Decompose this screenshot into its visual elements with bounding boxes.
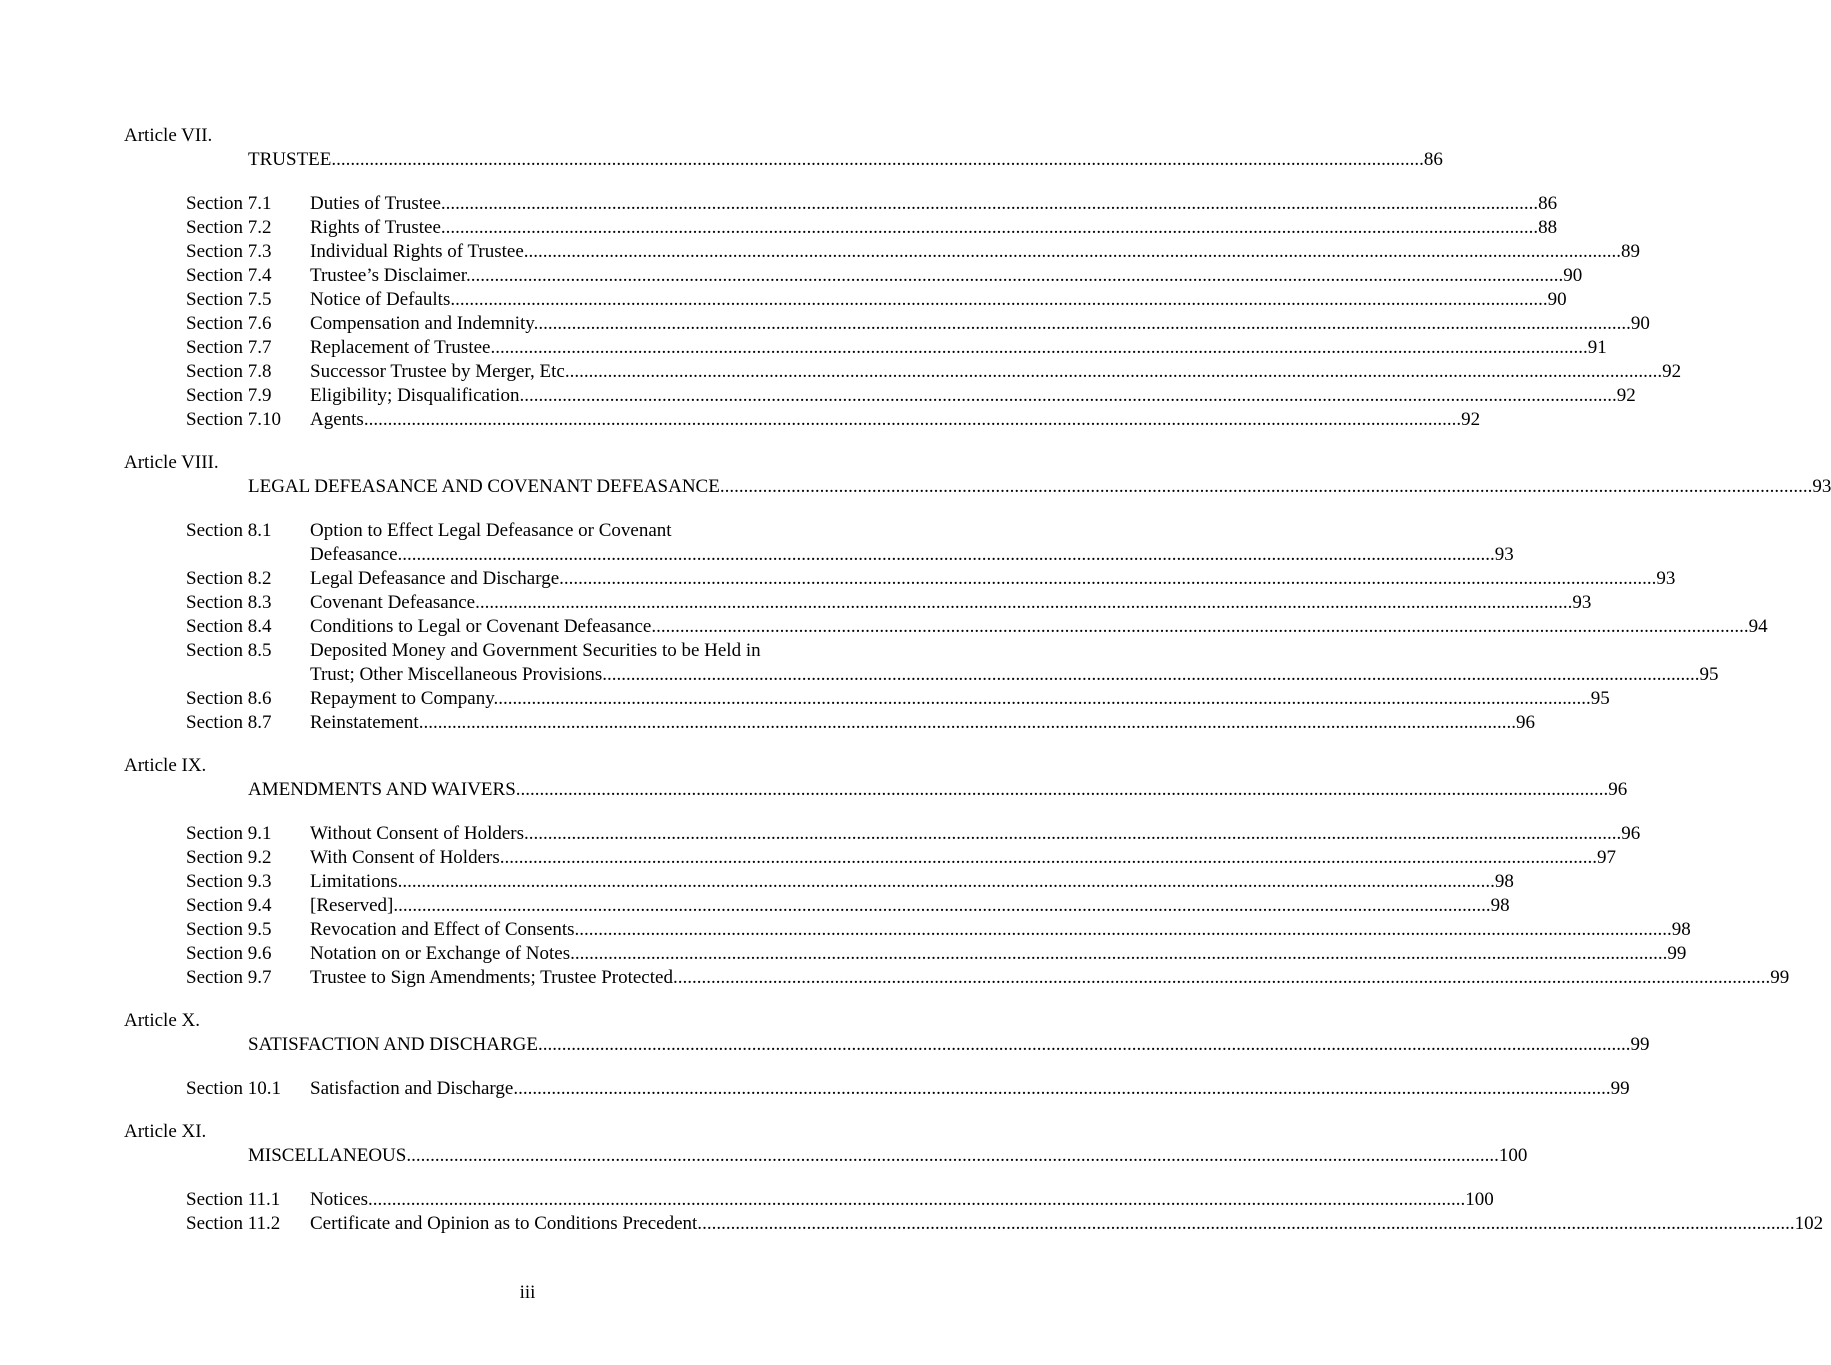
toc-article: [124, 754, 1790, 990]
section-title-line: [310, 1212, 1823, 1236]
section-title: Deposited Money and Government Securities to be Held in: [310, 640, 761, 661]
article-title: AMENDMENTS AND WAIVERS: [248, 779, 516, 800]
section-title-line: [310, 966, 1789, 990]
dot-leader: [538, 312, 1631, 336]
section-title: Trust; Other Miscellaneous Provisions.: [310, 664, 607, 685]
section-title: Limitations.: [310, 871, 403, 892]
section-page-number: 89: [1621, 241, 1641, 262]
section-number: Section 8.7: [186, 712, 272, 733]
section-title: With Consent of Holders.: [310, 847, 505, 868]
section-title-line: [310, 663, 1718, 687]
section-number: Section 7.2: [186, 217, 272, 238]
section-title-line: [310, 711, 1535, 735]
dot-leader: [369, 408, 1462, 432]
section-title-block: [310, 918, 1691, 942]
dot-leader: [331, 148, 1424, 172]
section-title-line: [310, 615, 1768, 639]
section-title: Replacement of Trustee.: [310, 337, 496, 358]
section-title-line: [310, 567, 1675, 591]
dot-leader: [720, 475, 1813, 499]
dot-leader: [516, 778, 1609, 802]
section-entry[interactable]: [124, 639, 1719, 687]
dot-leader: [505, 846, 1598, 870]
section-number: Section 9.1: [186, 823, 272, 844]
section-title-block: [310, 639, 1718, 687]
section-page-number: 90: [1547, 289, 1567, 310]
dot-leader: [570, 360, 1663, 384]
section-title-line: [310, 543, 1514, 567]
section-title: Successor Trustee by Merger, Etc.: [310, 361, 570, 382]
section-title-line: [310, 870, 1514, 894]
section-entry[interactable]: [124, 687, 1610, 711]
section-page-number: 99: [1610, 1078, 1630, 1099]
section-title: Individual Rights of Trustee.: [310, 241, 529, 262]
article-title: MISCELLANEOUS: [248, 1145, 407, 1166]
section-title: Compensation and Indemnity.: [310, 313, 539, 334]
section-number: Section 7.3: [186, 241, 272, 262]
section-title-line: [310, 918, 1691, 942]
article-title-entry[interactable]: [124, 778, 1628, 802]
article-title-entry[interactable]: [124, 1144, 1528, 1168]
section-page-number: 91: [1587, 337, 1607, 358]
section-entry[interactable]: [124, 822, 1641, 846]
section-title-block: [310, 312, 1650, 336]
section-entry[interactable]: [124, 264, 1583, 288]
dot-leader: [607, 663, 1700, 687]
section-entry[interactable]: [124, 408, 1481, 432]
section-title: Certificate and Opinion as to Conditions Precedent.: [310, 1213, 703, 1234]
dot-leader: [480, 591, 1573, 615]
section-number: Section 9.2: [186, 847, 272, 868]
section-page-number: 94: [1748, 616, 1768, 637]
section-title-line: [310, 360, 1681, 384]
section-page-number: 93: [1656, 568, 1676, 589]
section-title-block: [310, 687, 1610, 711]
toc-article: [124, 1120, 1824, 1236]
section-number: Section 7.6: [186, 313, 272, 334]
article-title: TRUSTEE: [248, 149, 332, 170]
section-page-number: 90: [1563, 265, 1583, 286]
article-page-number: 100: [1498, 1145, 1528, 1166]
section-title-block: [310, 1212, 1823, 1236]
section-number: Section 8.4: [186, 616, 272, 637]
section-page-number: 88: [1538, 217, 1558, 238]
dot-leader: [538, 1033, 1631, 1057]
section-entry[interactable]: [124, 192, 1558, 216]
article-title-entry[interactable]: [124, 1033, 1650, 1057]
article-page-number: 93: [1812, 476, 1831, 497]
section-number: Section 9.5: [186, 919, 272, 940]
section-title: Notation on or Exchange of Notes.: [310, 943, 575, 964]
section-title: Repayment to Company.: [310, 688, 499, 709]
section-title-line: [310, 336, 1607, 360]
section-number: Section 9.4: [186, 895, 272, 916]
page-number: iii: [519, 1282, 536, 1303]
section-entry[interactable]: [124, 894, 1510, 918]
section-number: Section 7.9: [186, 385, 272, 406]
section-entry[interactable]: [124, 519, 1514, 567]
section-title-block: [310, 894, 1510, 918]
section-entry[interactable]: [124, 288, 1567, 312]
section-page-number: 98: [1494, 871, 1514, 892]
section-title-block: [310, 870, 1514, 894]
section-title-block: [310, 966, 1789, 990]
section-entry[interactable]: [124, 942, 1687, 966]
dot-leader: [455, 288, 1548, 312]
section-number: Section 9.3: [186, 871, 272, 892]
dot-leader: [495, 336, 1588, 360]
dot-leader: [529, 240, 1622, 264]
dot-leader: [564, 567, 1657, 591]
section-entry[interactable]: [124, 360, 1682, 384]
article-label: Article VIII.: [124, 452, 219, 473]
section-title-line: [310, 591, 1591, 615]
section-title-line: [310, 216, 1557, 240]
section-page-number: 98: [1490, 895, 1510, 916]
section-title-line: [310, 192, 1557, 216]
section-title: Reinstatement.: [310, 712, 424, 733]
section-title-block: [310, 591, 1591, 615]
section-number: Section 8.2: [186, 568, 272, 589]
section-title-block: [310, 1188, 1494, 1212]
section-title: Duties of Trustee.: [310, 193, 446, 214]
section-number: Section 7.1: [186, 193, 272, 214]
section-title-block: [310, 822, 1640, 846]
section-title: Trustee to Sign Amendments; Trustee Protected.: [310, 967, 678, 988]
section-title: Notice of Defaults.: [310, 289, 456, 310]
section-title-block: [310, 288, 1567, 312]
section-number: Section 8.5: [186, 640, 272, 661]
article-title-entry[interactable]: [124, 148, 1443, 172]
section-title-block: [310, 567, 1675, 591]
section-number: Section 7.7: [186, 337, 272, 358]
section-page-number: 95: [1590, 688, 1610, 709]
dot-leader: [446, 192, 1539, 216]
section-title-line: [310, 1077, 1630, 1101]
section-entry[interactable]: [124, 312, 1650, 336]
article-page-number: 96: [1608, 779, 1628, 800]
section-title-block: [310, 384, 1636, 408]
section-entry[interactable]: [124, 567, 1676, 591]
dot-leader: [656, 615, 1749, 639]
section-entry[interactable]: [124, 966, 1790, 990]
section-entry[interactable]: [124, 711, 1535, 735]
dot-leader: [524, 384, 1617, 408]
section-number: Section 7.5: [186, 289, 272, 310]
section-title-line: [310, 288, 1567, 312]
article-page-number: 86: [1423, 149, 1443, 170]
section-title-line: [310, 942, 1686, 966]
dot-leader: [402, 870, 1495, 894]
section-title-block: [310, 519, 1514, 567]
section-page-number: 92: [1662, 361, 1682, 382]
section-title-line: [310, 846, 1616, 870]
section-entry[interactable]: [124, 1077, 1630, 1101]
section-title: Conditions to Legal or Covenant Defeasance.: [310, 616, 657, 637]
dot-leader: [678, 966, 1771, 990]
section-title: Trustee’s Disclaimer.: [310, 265, 471, 286]
section-number: Section 7.8: [186, 361, 272, 382]
section-title: Satisfaction and Discharge.: [310, 1078, 519, 1099]
dot-leader: [498, 687, 1591, 711]
article-label: Article X.: [124, 1010, 200, 1031]
section-title-line: [310, 639, 1718, 663]
section-entry[interactable]: [124, 240, 1641, 264]
section-number: Section 7.4: [186, 265, 272, 286]
section-number: Section 8.3: [186, 592, 272, 613]
toc-article: [124, 1009, 1650, 1101]
article-label: Article IX.: [124, 755, 207, 776]
section-number: Section 7.10: [186, 409, 281, 430]
section-number: Section 11.2: [186, 1213, 281, 1234]
section-entry[interactable]: [124, 384, 1636, 408]
dot-leader: [575, 942, 1668, 966]
section-title-block: [310, 192, 1557, 216]
section-page-number: 102: [1794, 1213, 1824, 1234]
section-entry[interactable]: [124, 216, 1558, 240]
section-title-block: [310, 846, 1616, 870]
section-number: Section 8.6: [186, 688, 272, 709]
section-page-number: 95: [1699, 664, 1719, 685]
section-title-block: [310, 240, 1640, 264]
article-title: SATISFACTION AND DISCHARGE: [248, 1034, 538, 1055]
section-title-block: [310, 615, 1768, 639]
dot-leader: [373, 1188, 1466, 1212]
section-title-line: [310, 240, 1640, 264]
section-number: Section 11.1: [186, 1189, 281, 1210]
section-entry[interactable]: [124, 1188, 1494, 1212]
section-entry[interactable]: [124, 846, 1616, 870]
section-number: Section 9.6: [186, 943, 272, 964]
section-title: Legal Defeasance and Discharge.: [310, 568, 564, 589]
section-title: Agents.: [310, 409, 369, 430]
section-title: Option to Effect Legal Defeasance or Covenant: [310, 520, 672, 541]
section-title-line: [310, 687, 1610, 711]
section-title-line: [310, 1188, 1494, 1212]
section-entry[interactable]: [124, 336, 1607, 360]
section-page-number: 99: [1667, 943, 1687, 964]
section-entry[interactable]: [124, 615, 1768, 639]
section-page-number: 96: [1621, 823, 1641, 844]
dot-leader: [579, 918, 1672, 942]
section-title-block: [310, 942, 1686, 966]
section-title: Notices.: [310, 1189, 373, 1210]
section-title: Covenant Defeasance.: [310, 592, 480, 613]
section-title: Revocation and Effect of Consents.: [310, 919, 580, 940]
section-title-block: [310, 711, 1535, 735]
section-number: Section 9.7: [186, 967, 272, 988]
section-page-number: 92: [1461, 409, 1481, 430]
section-entry[interactable]: [124, 918, 1691, 942]
section-number: Section 8.1: [186, 520, 272, 541]
section-title-block: [310, 1077, 1630, 1101]
section-entry[interactable]: [124, 591, 1592, 615]
dot-leader: [402, 543, 1495, 567]
section-page-number: 92: [1616, 385, 1636, 406]
section-title-line: [310, 408, 1480, 432]
section-title-line: [310, 312, 1650, 336]
article-label: Article XI.: [124, 1121, 207, 1142]
article-page-number: 99: [1630, 1034, 1650, 1055]
article-title-entry[interactable]: [124, 475, 1831, 499]
dot-leader: [446, 216, 1539, 240]
dot-leader: [406, 1144, 1499, 1168]
table-of-contents: [124, 124, 1831, 1255]
article-title: LEGAL DEFEASANCE AND COVENANT DEFEASANCE: [248, 476, 720, 497]
section-entry[interactable]: [124, 1212, 1824, 1236]
section-page-number: 100: [1465, 1189, 1494, 1210]
dot-leader: [471, 264, 1564, 288]
toc-article: [124, 451, 1831, 735]
dot-leader: [518, 1077, 1611, 1101]
section-title-line: [310, 519, 1514, 543]
section-title-block: [310, 408, 1480, 432]
section-page-number: 98: [1671, 919, 1691, 940]
section-page-number: 86: [1538, 193, 1558, 214]
section-title-block: [310, 216, 1557, 240]
section-title: Rights of Trustee.: [310, 217, 446, 238]
toc-article: [124, 124, 1682, 432]
section-title: Eligibility; Disqualification.: [310, 385, 525, 406]
section-page-number: 99: [1770, 967, 1790, 988]
section-number: Section 10.1: [186, 1078, 281, 1099]
section-page-number: 93: [1494, 544, 1514, 565]
section-title-block: [310, 336, 1607, 360]
section-entry[interactable]: [124, 870, 1514, 894]
section-title-block: [310, 264, 1582, 288]
section-title: Defeasance.: [310, 544, 403, 565]
section-title-line: [310, 894, 1510, 918]
dot-leader: [423, 711, 1516, 735]
section-page-number: 93: [1572, 592, 1592, 613]
section-page-number: 97: [1597, 847, 1616, 868]
section-title-block: [310, 360, 1681, 384]
section-title-line: [310, 822, 1640, 846]
section-title: [Reserved].: [310, 895, 399, 916]
dot-leader: [398, 894, 1491, 918]
dot-leader: [702, 1212, 1795, 1236]
section-title-line: [310, 264, 1582, 288]
dot-leader: [529, 822, 1622, 846]
section-page-number: 90: [1630, 313, 1650, 334]
article-label: Article VII.: [124, 125, 213, 146]
section-title: Without Consent of Holders.: [310, 823, 529, 844]
section-page-number: 96: [1515, 712, 1535, 733]
section-title-line: [310, 384, 1636, 408]
